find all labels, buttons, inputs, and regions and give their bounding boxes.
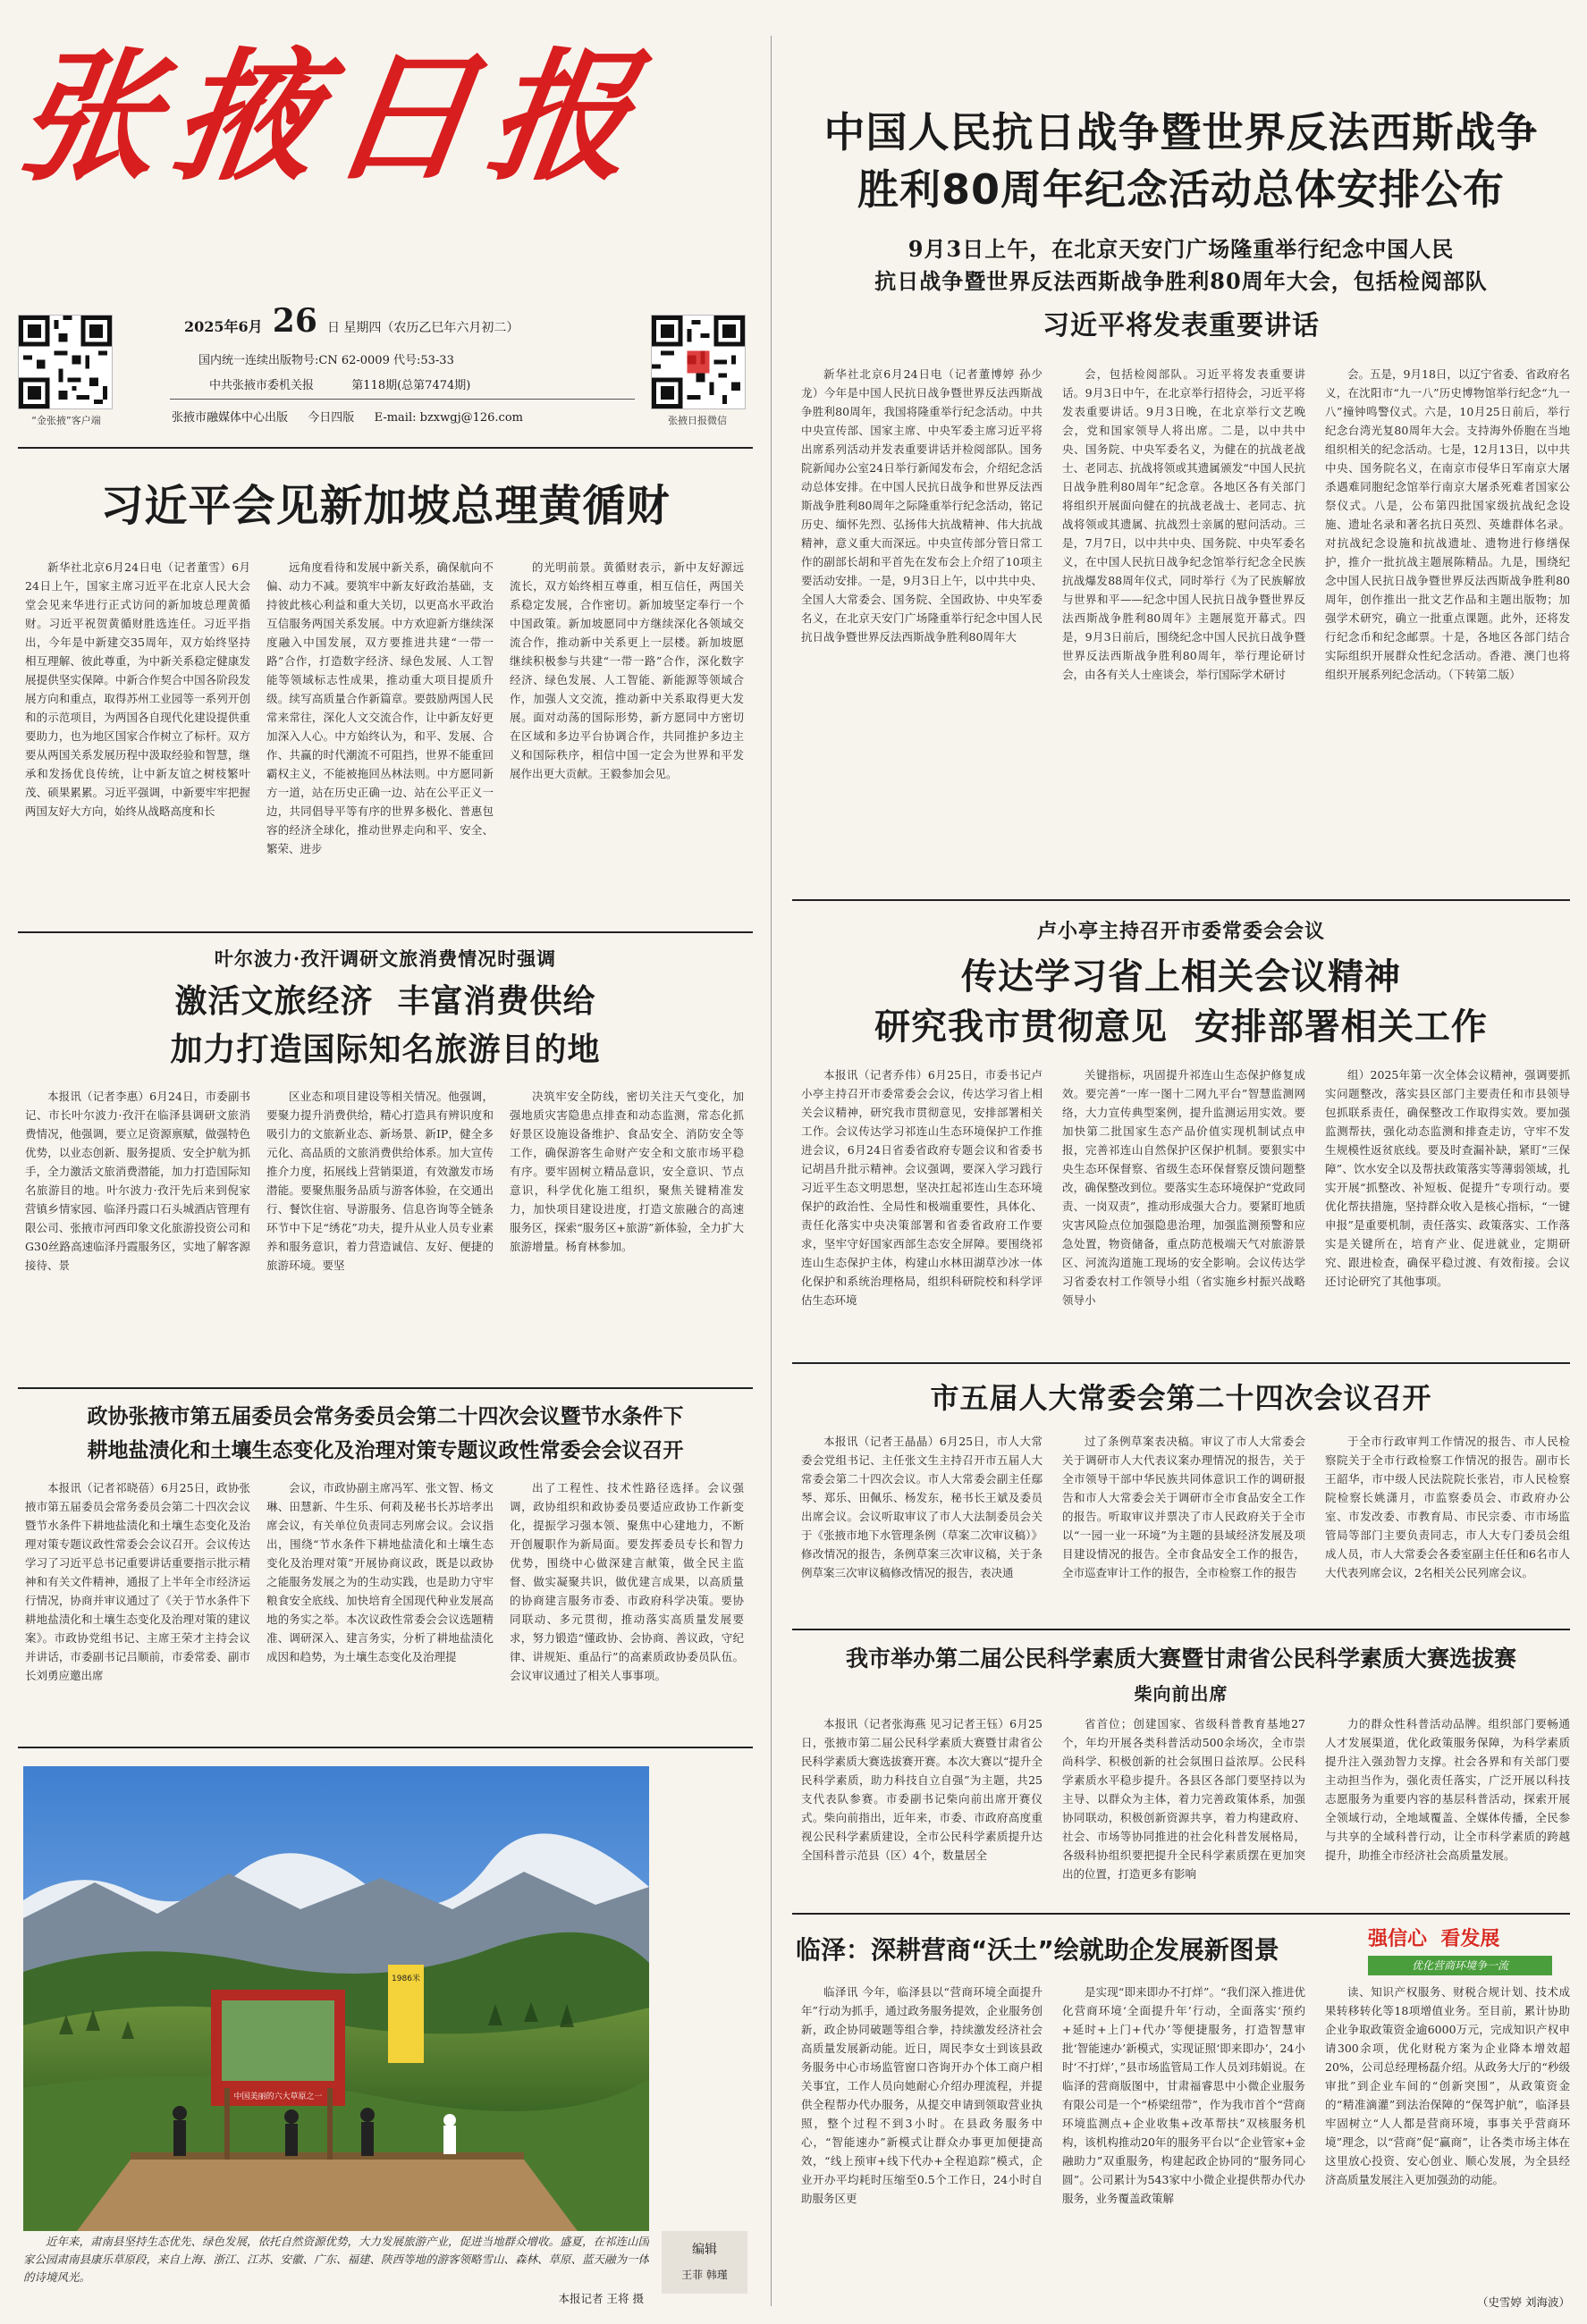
npc-headline: 市五届人大常委会第二十四次会议召开 [930,1381,1432,1415]
science-subhead: 柴向前出席 [1134,1683,1228,1705]
photo-caption [23,2233,649,2286]
sign-text: 中国美丽的六大草原之一 [233,2092,323,2101]
editor-names: 王菲 韩瑾 [681,2269,728,2281]
xi-body-col2: 远角度看待和发展中新关系，确保航向不偏、动力不减。要筑牢中新友好政治基础，支持彼此核心利益和重大关切，以更高水平政治互信服务两国关系发展。中方欢迎新方继续深度融入中国发展，双方要推进共建“一带一路”合作，打造数字经济、绿色发展、人工智能等领域标志性成果，推动重大项目提质升级。续写高质量合作新篇章。要鼓励两国人民常来常往，深化人文交流合作，让中新友好更加深入人心。中方始终认为，和平、发展、合作、共赢的时代潮流不可阻挡，世界不能重回霸权主义，不能被拖回丛林法则。中方愿同新方一道，站在历史正确一边、站在公平正义一边，共同倡导平等有序的世界多极化、普惠包容的经济全球化，推动世界走向和平、安全、繁荣、进步 [266,560,494,855]
editor-label: 编辑 [692,2243,717,2257]
linze-body-col3: 读、知识产权服务、财税合规计划、技术成果转移转化等18项增值业务。至目前，累计协助企业争取政策资金逾6000万元，完成知识产权申请300余项，优化财税方案为企业降本增效超20%，公司总经理杨磊介绍。从政务大厅的“秒级审批”到企业车间的“创新突围”，从政策资金的“精准滴灌”到法治保障的“保驾护航”，临泽县牢固树立“人人都是营商环境，事事关乎营商环境”理念，以“营商”促“赢商”，让各类市场主体在这里放心投资、安心创业、顺心发展，为全县经济高质量发展注入更加强劲的动能。 [1325,1985,1570,2186]
cppcc-body-col3: 出了工程性、技术性路径选择。会议强调，政协组织和政协委员要适应政协工作新变化，提振学习强本领、聚焦中心建地力，不断开创履职作为新局面。要发挥委员专长和智力优势，围绕中心做深建言献策，做全民主监督、做实凝聚共识，做优建言成果，以高质量的协商建言服务市委、市政府科学决策。要协同联动、多元贯彻，推动落实高质量发展要求，努力锻造“懂政协、会协商、善议政，守纪律、讲规矩、重品行”的高素质政协委员队伍。会议审议通过了相关人事事项。 [510,1481,744,1682]
lead-subhead-3: 习近平将发表重要讲话 [1043,310,1320,341]
sponsor-issue-line [209,375,620,392]
culture-body-col3: 决筑牢安全防线，密切关注天气变化，加强地质灾害隐患点排查和动态监测，常态化抓好景区设施设备维护、食品安全、消防安全等工作，确保游客生命财产安全和文旅市场平稳有序。要牢固树立精品意识，安全意识、节点意识，科学优化施工组织，聚焦关键精准发力，加快项目建设进度，打造文旅融合的高速服务区，探索“服务区+旅游”新体验，全力扩大旅游增量。杨育林参加。 [510,1090,744,1253]
campaign-badge [1357,1920,1563,1983]
standing-body-col1: 本报讯（记者乔伟）6月25日，市委书记卢小亭主持召开市委常委会会议，传达学习省上相关会议精神，研究我市贯彻意见，安排部署相关工作。会议传达学习祁连山生态环境保护工作推进会议，6月24日省委省政府专题会议和省委书记胡昌升批示精神。会议强调，要深入学习践行习近平生态文明思想，坚决扛起祁连山生态环境保护的政治性、全局性和极端重要性，具体化、责任化落实中央决策部署和省委省政府工作要求，坚牢守好国家西部生态安全屏障。要围绕祁连山生态保护主体，构建山水林田湖草沙冰一体化保护和系统治理格局，组织科研院校和科学评估生态环境 [801,1068,1043,1307]
lead-body-col1: 新华社北京6月24日电（记者董博婷 孙少龙）今年是中国人民抗日战争暨世界反法西斯战争胜利80周年，我国将隆重举行纪念活动。中共中央宣传部、国家主席、中央军委主席习近平将出席系列活动并发表重要讲话并检阅部队。国务院新闻办公室24日举行新闻发布会，介绍纪念活动总体安排。在中国人民抗日战争和世界反法西斯战争胜利80周年之际隆重举行纪念活动，铭记历史、缅怀先烈、弘扬伟大抗战精神、伟大抗战精神，意义重大而深远。中央宣传部分管日常工作的副部长胡和平首先在发布会上介绍了10项主要活动安排。一是，9月3日上午，以中共中央、全国人大常委会、国务院、全国政协、中央军委名义，在北京天安门广场隆重举行纪念中国人民抗日战争暨世界反法西斯战争胜利80周年大 [801,367,1043,644]
science-body-col3: 力的群众性科普活动品牌。组织部门要畅通人才发展渠道，优化政策服务保障，为科学素质提升注入强劲智力支撑。社会各界和有关部门要主动担当作为，强化责任落实，广泛开展以科技志愿服务为重要内容的基层科普活动，探索开展全领域行动，全地域覆盖、全媒体传播，全民参与共享的全域科普行动，让全市科学素质的跨越提升，助推全市经济社会高质量发展。 [1325,1717,1570,1862]
standing-headline-1: 传达学习省上相关会议精神 [961,956,1401,998]
lead-body-col3: 会。五是，9月18日，以辽宁省委、省政府名义，在沈阳市“九一八”历史博物馆举行纪念“九一八”撞钟鸣警仪式。六是，10月25日前后，举行纪念台湾光复80周年大会。支持海外侨胞在当地组织相关的纪念活动。七是，12月13日，以中共中央、国务院名义，在南京市侵华日军南京大屠杀遇难同胞纪念馆举行南京大屠杀死难者国家公祭仪式。八是，公布第四批国家级抗战纪念设施、遗址名录和著名抗日英烈、英雄群体名录。对抗战纪念设施和抗战遗址、遗物进行修缮保护，推介一批抗战主题展陈精品。九是，围绕纪念中国人民抗日战争暨世界反法西斯战争胜利80周年，创作推出一批文艺作品和主题出版物；加强学术研究，确立一批重点课题。此外，还将发行纪念币和纪念邮票。十是，各地区各部门结合实际组织开展群众性纪念活动。香港、澳门也将组织开展系列纪念活动。（下转第二版） [1325,367,1570,681]
culture-body-col2: 区业态和项目建设等相关情况。他强调，要聚力提升消费供给，精心打造具有辨识度和吸引力的文旅新业态、新场景、新IP，健全多元化、高品质的文旅消费供给体系。加大宣传推介力度，拓展线上营销渠道，有效激发市场潜能。要聚焦服务品质与游客体验，在交通出行、餐饮住宿、导游服务、信息咨询等全链条环节中下足“绣花”功夫，提升从业人员专业素养和服务意识，着力营造诚信、友好、便捷的旅游环境。要坚 [266,1090,494,1272]
culture-headline-1: 激活文旅经济 丰富消费供给 [174,983,596,1020]
lead-headline-2: 胜利80周年纪念活动总体安排公布 [857,165,1505,214]
npc-body-col2: 过了条例草案表决稿。审议了市人大常委会关于调研市人大代表议案办理情况的报告，关于全市领导干部中华民族共同体意识工作的调研报告和市人大常委会关于调研市全市食品安全工作的报告。听取审议并票决了市人民政府关于全市以“一园一业一环境”为主题的县域经济发展及项目建设情况的报告。全市食品安全工作的报告，全市巡查审计工作的报告，全市检察工作的报告 [1062,1435,1305,1579]
pages-today: 今日四版 [308,411,355,425]
date-day: 26 [272,302,317,340]
qr-caption-app: “金张掖”客户端 [31,415,101,426]
linze-body-col1: 临泽讯 今年，临泽县以“营商环境全面提升年”行动为抓手，通过政务服务提效，企业服务创新，政企协同破题等组合拳，持续激发经济社会高质量发展新动能。近日，周民李女士到该县政务服务中心市场监管窗口咨询开办个体工商户相关事宜，工作人员向她耐心介绍办理流程，并提供全程帮办代办服务，从提交申请到领取营业执照，整个过程不到3小时。在县政务服务中心，“智能速办”新模式让群众办事更加便捷高效，“线上预审+线下代办+全程追踪”模式，企业开办平均耗时压缩至0.5个工作日，24小时自助服务区更 [801,1985,1043,2205]
npc-body-col1: 本报讯（记者王晶晶）6月25日，市人大常委会党组书记、主任张文生主持召开市五届人大常委会第二十四次会议。市人大常委会副主任鄢琴、郑乐、田佩乐、杨发东，秘书长王斌及委员出席会议。会议听取审议了市人大法制委员会关于《张掖市地下水管理条例（草案二次审议稿）》修改情况的报告，条例草案三次审议稿，关于条例草案三次审议稿修改情况的报告，表决通 [801,1435,1043,1579]
standing-headline-2: 研究我市贯彻意见 安排部署相关工作 [874,1006,1488,1048]
npc-body-col3: 于全市行政审判工作情况的报告、市人民检察院关于全市行政检察工作情况的报告。副市长王韶华，市中级人民法院院长张岩，市人民检察院检察长姚潇月，市监察委员会、市政府办公室、市发改委、市教育局、市民宗委、市市场监管局等部门主要负责同志，市人大专门委员会组成人员，市人大常委会各委室副主任任和6名市人大代表列席会议，2名相关公民列席会议。 [1325,1435,1570,1579]
science-body-col1: 本报讯（记者张海燕 见习记者王钰）6月25日，张掖市第二届公民科学素质大赛暨甘肃省公民科学素质大赛选拔赛开赛。本次大赛以“提升全民科学素质，助力科技自立自强”为主题，共25支代表队参赛。市委副书记柴向前出席开赛仪式。柴向前指出，近年来，市委、市政府高度重视公民科学素质建设，全市公民科学素质提升达全国科普示范县（区）4个，数量居全 [801,1717,1043,1862]
standing-body-col2: 关键指标，巩固提升祁连山生态保护修复成效。要完善“一库一图十二网九平台”智慧监测网络，大力宣传典型案例，提升监测运用实效。要加快第二批国家生态产品价值实现机制试点申报，完善祁连山自然保护区保护机制。要狠实中央生态环保督察、省级生态环保督察反馈问题整改，确保整改到位。要落实生态环境保护“党政同责、一岗双责”，推动形成强大合力。要紧盯地质灾害风险点位加强隐患治理，加强监测预警和应急处置，物资储备，重点防范极端天气对旅游景区、河流沟道施工现场的安全影响。会议传达学习省委农村工作领导小组（省实施乡村振兴战略领导小 [1062,1068,1305,1307]
linze-byline: （史雪婷 刘海波） [1477,2295,1570,2309]
photo-credit: 本报记者 王将 摄 [558,2292,644,2305]
photo-caption-text: 近年来，肃南县坚持生态优先、绿色发展，依托自然资源优势，大力发展旅游产业，促进当地群众增收。盛夏，在祁连山国家公园肃南县康乐草原段，来自上海、浙江、江苏、安徽、广东、福建、陕西等地的游客领略雪山、森林、草原、蓝天融为一体的诗境风光。 [23,2235,649,2284]
science-headline: 我市举办第二届公民科学素质大赛暨甘肃省公民科学素质大赛选拔赛 [845,1646,1516,1671]
standing-body-col3: 组）2025年第一次全体会议精神，强调要抓实问题整改，落实县区部门主要责任和市县领导包抓联系责任，确保整改工作取得实效。要加强监测帮扶，强化动态监测和排查走访，守牢不发生规模性返贫底线。要及时查漏补缺，紧盯“三保障”、饮水安全以及帮扶政策落实等薄弱领域，扎实开展“抓整改、补短板、促提升”专项行动。要优化帮扶措施，坚持群众收入是核心指标，“一键申报”是重要机制，责任落实、政策落实、工作落实是关键所在，培育产业、促进就业，定期研究、跟进检查，确保平稳过渡、有效衔接。会议还讨论研究了其他事项。 [1325,1068,1570,1288]
email[interactable]: E-mail: bzxwgj@126.com [374,411,523,425]
lead-body-col2: 会，包括检阅部队。习近平将发表重要讲话。9月3日中午，在北京举行招待会，习近平将发表重要讲话。9月3日晚，在北京举行文艺晚会，党和国家领导人将出席。二是，以中共中央、国务院、中央军委名义，为健在的抗战老战士、老同志、抗战将领或其遗属颁发“中国人民抗日战争胜利80周年”纪念章。各地区各有关部门将组织开展面向健在的抗战老战士、老同志、抗战将领或其遗属、抗战烈士亲属的慰问活动。三是，7月7日，以中共中央、国务院、中央军委名义，在中国人民抗日战争纪念馆举行纪念全民族抗战爆发88周年仪式，同时举行《为了民族解放与世界和平——纪念中国人民抗日战争暨世界反法西斯战争胜利80周年》主题展览开幕式。四是，9月3日前后，围绕纪念中国人民抗日战争暨世界反法西斯战争胜利80周年，举行理论研讨会，由各有关人士座谈会，举行国际学术研讨 [1062,367,1305,681]
culture-kicker: 叶尔波力·孜汗调研文旅消费情况时强调 [214,947,557,970]
issn-line: 国内统一连续出版物号:CN 62-0009 代号:53-33 [198,354,454,367]
feature-photo[interactable] [23,1766,649,2231]
xi-body-col3: 的光明前景。黄循财表示，新中友好源远流长，双方始终相互尊重，相互信任，两国关系稳定发展，合作密切。新加坡坚定奉行一个中国政策。新加坡愿同中方继续深化各领域交流合作，推动新中关系更上一层楼。新加坡愿继续积极参与共建“一带一路”合作，深化数字经济、绿色发展、人工智能、新能源等领域合作，加强人文交流，推动新中关系取得更大发展。面对动荡的国际形势，新方愿同中方密切在区域和多边平台协调合作，共同推护多边主义和国际秩序，相信中国一定会为世界和平发展作出更大贡献。王毅参加会见。 [510,560,744,780]
xi-headline: 习近平会见新加坡总理黄循财 [100,481,671,531]
cppcc-headline-1: 政协张掖市第五届委员会常务委员会第二十四次会议暨节水条件下 [87,1405,684,1428]
sponsor: 中共张掖市委机关报 [209,379,315,392]
standing-kicker: 卢小亭主持召开市委常委会会议 [1036,920,1325,943]
linze-body-col2: 是实现“即来即办不打烊”。“我们深入推进优化营商环境‘全面提升年’行动，全面落实‘预约+延时+上门+代办’等便捷服务，打造智慧审批‘智能速办’新模式，实现证照‘即来即办’，24小时‘不打烊’，”县市场监管局工作人员刘玮娟说。在临泽的营商版图中，甘肃福睿思中小微企业服务有限公司是一个“桥梁纽带”，作为我市首个“营商环境监测点+企业收集+改革帮扶”双核服务机构，该机构推动20年的服务平台以“企业管家+金融助力”双重服务，构建起政企协同的“服务同心圆”。公司累计为543家中小微企业提供帮办代办服务，业务覆盖政策解 [1062,1985,1305,2205]
issue-date [184,302,631,340]
lead-subhead-1: 9月3日上午，在北京天安门广场隆重举行纪念中国人民 [907,236,1455,262]
editor-box [662,2231,747,2294]
qr-code-wechat[interactable] [651,315,746,409]
qr-code-app[interactable] [18,315,113,409]
culture-headline-2: 加力打造国际知名旅游目的地 [170,1031,601,1068]
publisher: 张掖市融媒体中心出版 [172,411,289,425]
lead-headline-1: 中国人民抗日战争暨世界反法西斯战争 [823,108,1539,156]
date-suffix: 日 星期四（农历乙巳年六月初二） [326,321,519,335]
masthead-logo [6,35,751,200]
grassland-photo-illustration [23,1766,649,2231]
cppcc-body-col1: 本报讯（记者祁晓蓓）6月25日，政协张掖市第五届委员会常务委员会第二十四次会议暨节水条件下耕地盐渍化和土壤生态变化及治理对策专题议政性常委会会议召开。会议传达学习了习近平总书记重要讲话重要指示批示精神和有关文件精神，通报了上半年全市经济运行情况，协商并审议通过了《关于节水条件下耕地盐渍化和土壤生态变化及治理对策的建议案》。市政协党组书记、主席王荣才主持会议并讲话，市委副书记吕顺前，市委常委、副市长刘勇应邀出席 [25,1481,250,1682]
linze-headline: 临泽：深耕营商“沃土”绘就助企发展新图景 [796,1935,1279,1965]
xi-body-col1: 新华社北京6月24日电（记者董雪）6月24日上午，国家主席习近平在北京人民大会堂会见来华进行正式访问的新加坡总理黄循财。习近平祝贺黄循财胜选连任。习近平指出，今年是中新建交35周年，双方始终坚持相互理解、彼此尊重，为中新关系稳定健康发展提供坚实保障。中新合作契合中国各阶段发展方向和重点，取得苏州工业园等一系列开创和的示范项目，为两国各自现代化建设提供重要助力，也为地区国家合作树立了标杆。双方要从两国关系发展历程中汲取经验和智慧，继承和发扬优良传统，让中新友谊之树枝繁叶茂、硕果累累。习近平强调，中新要牢牢把握两国友好大方向，始终从战略高度和长 [25,560,250,818]
lead-subhead-2: 抗日战争暨世界反法西斯战争胜利80周年大会，包括检阅部队 [874,268,1488,294]
publisher-line [172,408,637,425]
campaign-badge-title: 强信心 看发展 [1368,1928,1500,1950]
campaign-badge-sub: 优化营商环境争一流 [1368,1956,1552,1975]
cppcc-headline-2: 耕地盐渍化和土壤生态变化及治理对策专题议政性常委会会议召开 [87,1439,684,1462]
culture-body-col1: 本报讯（记者李惠）6月24日，市委副书记、市长叶尔波力·孜汗在临泽县调研文旅消费情况，他强调，要立足资源禀赋，做强特色优势，以业态创新、服务提质、安全护航为抓手，全力激活文旅消费潜能，加力打造国际知名旅游目的地。叶尔波力·孜汗先后来到倪家营镇乡情家园、临泽丹霞口石头城酒店管理有限公司、张掖市河西印象文化旅游投资公司和G30丝路高速临泽丹霞服务区，实地了解客源接待、景 [25,1090,250,1272]
date-prefix: 2025年6月 [184,318,263,335]
science-body-col2: 省首位；创建国家、省级科普教育基地27个，年均开展各类科普活动500余场次，全市崇尚科学、积极创新的社会氛围日益浓厚。公民科学素质水平稳步提升。各县区各部门要坚持以为主导、以群众为主体，着力完善政策体系，加强协同联动，积极创新资源共享，着力构建政府、社会、市场等协同推进的社会化科普发展格局，各级科协组织要把提升全民科学素质摆在更加突出的位置，打造更多有影响 [1062,1717,1305,1881]
masthead-logo-text: 张掖日报 [6,35,660,200]
cppcc-body-col2: 会议，市政协副主席冯军、张文智、杨文琳、田慧新、牛生乐、何莉及秘书长苏培孝出席会议，有关单位负责同志列席会议。会议指出，围绕“节水条件下耕地盐渍化和土壤生态变化及治理对策”开展协商议政，既是以政协之能服务发展之为的生动实践，也是助力守牢粮食安全底线、加快培育全国现代种业发展高地的务实之举。本次议政性常委会会议选题精准、调研深入、建言务实，分析了耕地盐渍化成因和趋势，为土壤生态变化及治理提 [266,1481,494,1663]
qr-caption-wechat: 张掖日报微信 [668,415,727,426]
issue-number: 第118期(总第7474期) [351,379,471,392]
elevation-plaque: 1986米 [392,1975,420,1983]
